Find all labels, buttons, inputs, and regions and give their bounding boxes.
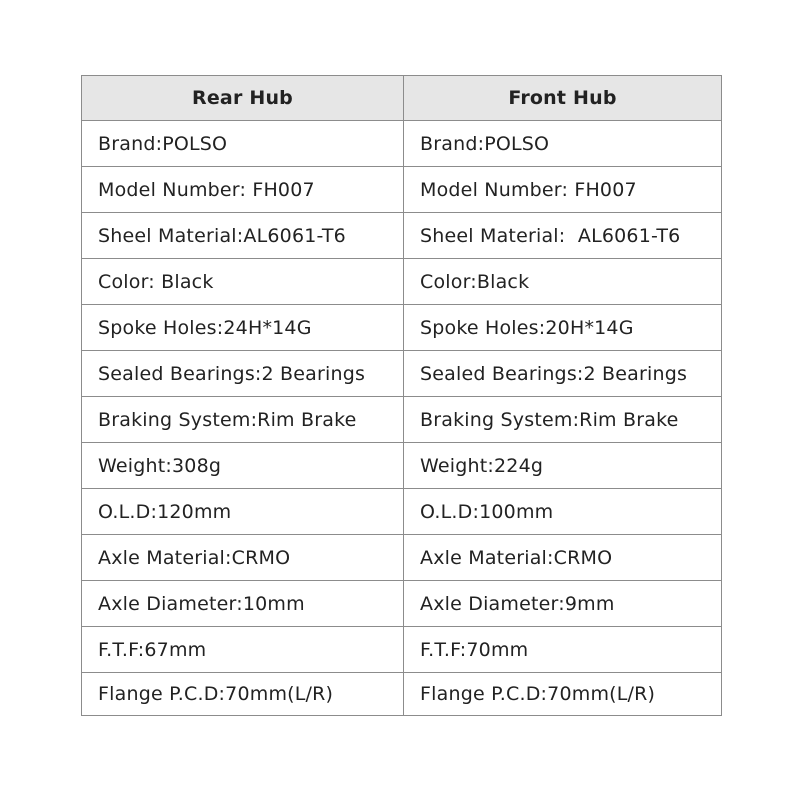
- table-row: [82, 673, 722, 716]
- rear-hub-cell: Sealed Bearings:2 Bearings: [82, 351, 404, 397]
- rear-hub-cell: Axle Material:CRMO: [82, 535, 404, 581]
- front-hub-cell: Sealed Bearings:2 Bearings: [404, 351, 722, 397]
- table-row: [82, 121, 722, 167]
- rear-hub-cell: Spoke Holes:24H*14G: [82, 305, 404, 351]
- front-hub-cell: Weight:224g: [404, 443, 722, 489]
- front-hub-cell: Sheel Material: AL6061-T6: [404, 213, 722, 259]
- rear-hub-cell: Flange P.C.D:70mm(L/R): [82, 673, 404, 716]
- table-row: [82, 489, 722, 535]
- table-row: [82, 213, 722, 259]
- table-row: [82, 535, 722, 581]
- front-hub-cell: O.L.D:100mm: [404, 489, 722, 535]
- rear-hub-cell: Color: Black: [82, 259, 404, 305]
- rear-hub-cell: Sheel Material:AL6061-T6: [82, 213, 404, 259]
- table-body: [82, 121, 722, 716]
- rear-hub-cell: F.T.F:67mm: [82, 627, 404, 673]
- rear-hub-cell: Weight:308g: [82, 443, 404, 489]
- table-row: [82, 397, 722, 443]
- header-front-hub: Front Hub: [404, 76, 722, 121]
- front-hub-cell: Flange P.C.D:70mm(L/R): [404, 673, 722, 716]
- front-hub-cell: Spoke Holes:20H*14G: [404, 305, 722, 351]
- front-hub-cell: Axle Diameter:9mm: [404, 581, 722, 627]
- rear-hub-cell: O.L.D:120mm: [82, 489, 404, 535]
- table-row: [82, 351, 722, 397]
- table-header: [82, 76, 722, 121]
- table-row: [82, 305, 722, 351]
- front-hub-cell: Axle Material:CRMO: [404, 535, 722, 581]
- rear-hub-cell: Model Number: FH007: [82, 167, 404, 213]
- rear-hub-cell: Axle Diameter:10mm: [82, 581, 404, 627]
- front-hub-cell: F.T.F:70mm: [404, 627, 722, 673]
- table-row: [82, 581, 722, 627]
- rear-hub-cell: Braking System:Rim Brake: [82, 397, 404, 443]
- front-hub-cell: Braking System:Rim Brake: [404, 397, 722, 443]
- front-hub-cell: Model Number: FH007: [404, 167, 722, 213]
- front-hub-cell: Brand:POLSO: [404, 121, 722, 167]
- header-row: [82, 76, 722, 121]
- table-row: [82, 259, 722, 305]
- rear-hub-cell: Brand:POLSO: [82, 121, 404, 167]
- table-row: [82, 443, 722, 489]
- hub-spec-table: [81, 75, 722, 716]
- header-rear-hub: Rear Hub: [82, 76, 404, 121]
- table-row: [82, 627, 722, 673]
- table-row: [82, 167, 722, 213]
- front-hub-cell: Color:Black: [404, 259, 722, 305]
